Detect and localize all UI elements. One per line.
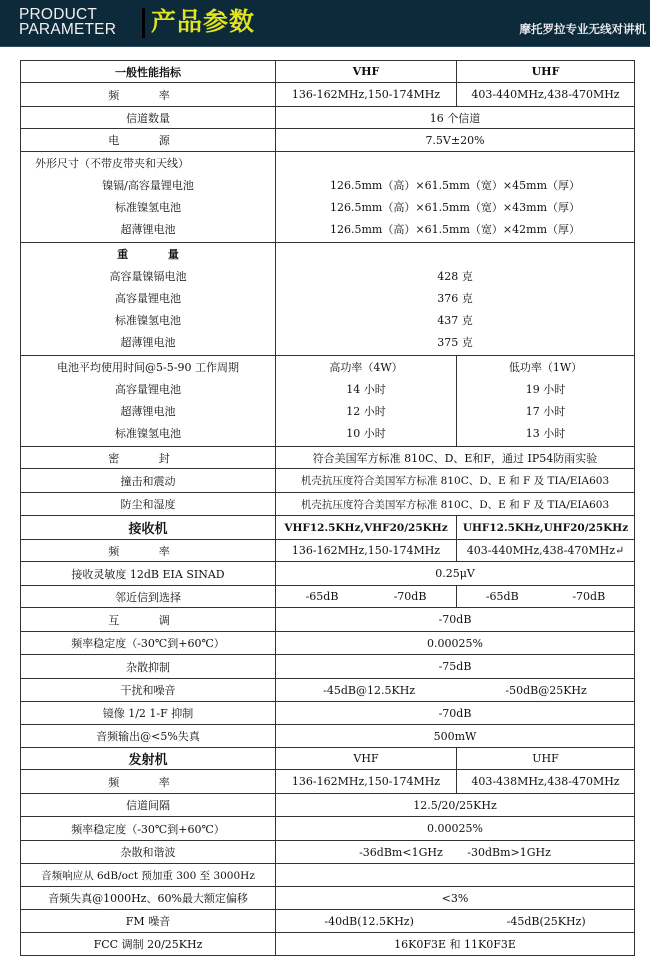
sub-value: 19 小时 [525,383,566,396]
table-row-receiver-header [21,516,635,540]
cell-value: 500mW [276,725,635,748]
row-label: 防尘和湿度 [21,493,276,516]
row-label: 频率稳定度（-30℃到+60℃） [21,817,276,841]
cell-value: 机壳抗压度符合美国军方标准 810C、D、E 和 F 及 TIA/EIA603 [276,493,635,516]
table-row [21,933,635,956]
row-label: 音频响应从 6dB/oct 预加重 300 至 3000Hz [21,864,276,887]
cell-high-power-group [276,356,457,447]
cell-value: 符合美国军方标准 810C、D、E和F，通过 IP54防雨实验 [276,447,635,469]
header-banner [0,0,650,47]
cell-value: 机壳抗压度符合美国军方标准 810C、D、E 和 F 及 TIA/EIA603 [276,469,635,493]
sub-label: 标准镍氢电池 [115,427,181,440]
cell-value: 0.00025% [276,817,635,841]
row-label: FCC 调制 20/25KHz [21,933,276,956]
table-row-battery-life [21,356,635,447]
col-uhf-header: UHF [457,61,635,83]
section-general-title: 一般性能指标 [21,61,276,83]
cell-vhf: 136-162MHz,150-174MHz [276,83,457,107]
table-row-dimensions [21,152,635,243]
table-row [21,910,635,933]
col-vhf-header: VHF [276,61,457,83]
row-label: 电 源 [21,129,276,152]
value: -45dB@12.5KHz [323,683,416,697]
spacer [278,244,632,266]
table-row [21,447,635,469]
row-label: 频 率 [21,770,276,794]
row-label: 杂散和谐波 [21,841,276,864]
cell-uhf [457,586,635,608]
cell-value: 0.25μV [276,562,635,586]
low-power-header: 低功率（1W） [508,361,583,374]
table-row [21,540,635,562]
group-title: 外形尺寸（不带皮带夹和天线） [35,157,189,170]
cell-vhf: 136-162MHz,150-174MHz [276,540,457,562]
sub-value: 14 小时 [346,383,386,396]
table-row [21,817,635,841]
table-row [21,864,635,887]
col-uhf-header: UHF12.5KHz,UHF20/25KHz [457,516,635,540]
value: -50dB@25KHz [505,683,587,697]
value: -40dB(12.5KHz) [324,914,414,928]
row-label-group [21,243,276,356]
table-row [21,770,635,794]
cell-value: 7.5V±20% [276,129,635,152]
table-row [21,586,635,608]
table-row-general-header [21,61,635,83]
cell-value: 16K0F3E 和 11K0F3E [276,933,635,956]
row-label: 干扰和噪音 [21,679,276,702]
sub-value: 13 小时 [525,427,566,440]
sub-label: 高容量镍镉电池 [109,270,187,283]
table-row [21,887,635,910]
group-title: 重 量 [117,248,197,261]
sub-value: 10 小时 [346,427,386,440]
row-label: 撞击和震动 [21,469,276,493]
value: -65dB [305,590,339,603]
row-label: 互 调 [21,608,276,632]
value: -70dB [572,590,606,603]
cell-value: 16 个信道 [276,107,635,129]
table-row [21,562,635,586]
sub-value: 126.5mm（高）×61.5mm（宽）×45mm（厚） [330,179,580,192]
spec-table [20,60,635,956]
banner-divider [142,8,145,38]
cell-vhf: 136-162MHz,150-174MHz [276,770,457,794]
banner-title-en-line2: PARAMETER [19,21,117,38]
sub-value: 376 克 [437,292,473,305]
cell-value [276,910,635,933]
sub-value: 17 小时 [525,405,566,418]
cell-value [276,841,635,864]
sub-value: 375 克 [437,336,473,349]
banner-subtitle: 摩托罗拉专业无线对讲机 [519,22,646,36]
table-row [21,725,635,748]
table-row [21,493,635,516]
sub-label: 超薄锂电池 [120,223,176,236]
cell-vhf [276,586,457,608]
row-label: 频率稳定度（-30℃到+60℃） [21,632,276,655]
row-label: FM 噪音 [21,910,276,933]
sub-label: 高容量锂电池 [115,383,181,396]
row-label: 镜像 1/2 1-F 抑制 [21,702,276,725]
cell-uhf: 403-440MHz,438-470MHz [457,83,635,107]
row-label: 邻近信到选择 [21,586,276,608]
cell-uhf: 403-440MHz,438-470MHz↵ [457,540,635,562]
cell-value [276,864,635,887]
sub-label: 超薄锂电池 [120,405,176,418]
table-row [21,794,635,817]
table-row [21,841,635,864]
banner-title-en [19,7,116,37]
cell-value: 12.5/20/25KHz [276,794,635,817]
col-vhf-header: VHF [276,748,457,770]
cell-value: <3% [276,887,635,910]
group-title: 电池平均使用时间@5-5-90 工作周期 [57,361,239,374]
banner-title-cn: 产品参数 [151,7,256,36]
value: -65dB [485,590,519,603]
cell-low-power-group [457,356,635,447]
row-label: 频 率 [21,83,276,107]
table-row [21,608,635,632]
table-row [21,469,635,493]
cell-value-group [276,152,635,243]
row-label: 音频失真@1000Hz、60%最大额定偏移 [21,887,276,910]
table-row [21,632,635,655]
table-row-weight [21,243,635,356]
table-row [21,129,635,152]
sub-label: 标准镍氢电池 [115,201,181,214]
banner-title-en-line1: PRODUCT [19,6,98,23]
sub-value: 126.5mm（高）×61.5mm（宽）×42mm（厚） [330,223,580,236]
cell-value: -75dB [276,655,635,679]
row-label: 信道数量 [21,107,276,129]
value: -45dB(25KHz) [506,914,586,928]
cell-value: -70dB [276,608,635,632]
sub-label: 标准镍氢电池 [115,314,181,327]
table-row-transmitter-header [21,748,635,770]
row-label: 接收灵敏度 12dB EIA SINAD [21,562,276,586]
spacer [278,153,632,175]
cell-value: 0.00025% [276,632,635,655]
value: -70dB [393,590,427,603]
cell-value: -70dB [276,702,635,725]
col-uhf-header: UHF [457,748,635,770]
sub-label: 超薄锂电池 [120,336,176,349]
sub-label: 镍镉/高容量锂电池 [102,179,194,192]
high-power-header: 高功率（4W） [329,361,403,374]
row-label-group [21,356,276,447]
table-row [21,655,635,679]
table-row [21,83,635,107]
row-label: 密 封 [21,447,276,469]
cell-uhf: 403-438MHz,438-470MHz [457,770,635,794]
table-row [21,679,635,702]
table-row [21,107,635,129]
sub-value: 126.5mm（高）×61.5mm（宽）×43mm（厚） [330,201,580,214]
row-label-group [21,152,276,243]
col-vhf-header: VHF12.5KHz,VHF20/25KHz [276,516,457,540]
sub-value: 437 克 [437,314,473,327]
section-transmitter-title: 发射机 [21,748,276,770]
table-row [21,702,635,725]
row-label: 信道间隔 [21,794,276,817]
section-receiver-title: 接收机 [21,516,276,540]
row-label: 杂散抑制 [21,655,276,679]
sub-label: 高容量锂电池 [115,292,181,305]
cell-value-group [276,243,635,356]
sub-value: 428 克 [437,270,473,283]
cell-value [276,679,635,702]
value: -30dBm>1GHz [467,845,551,859]
row-label: 音频输出@<5%失真 [21,725,276,748]
row-label: 频 率 [21,540,276,562]
value: -36dBm<1GHz [359,845,443,859]
sub-value: 12 小时 [346,405,386,418]
